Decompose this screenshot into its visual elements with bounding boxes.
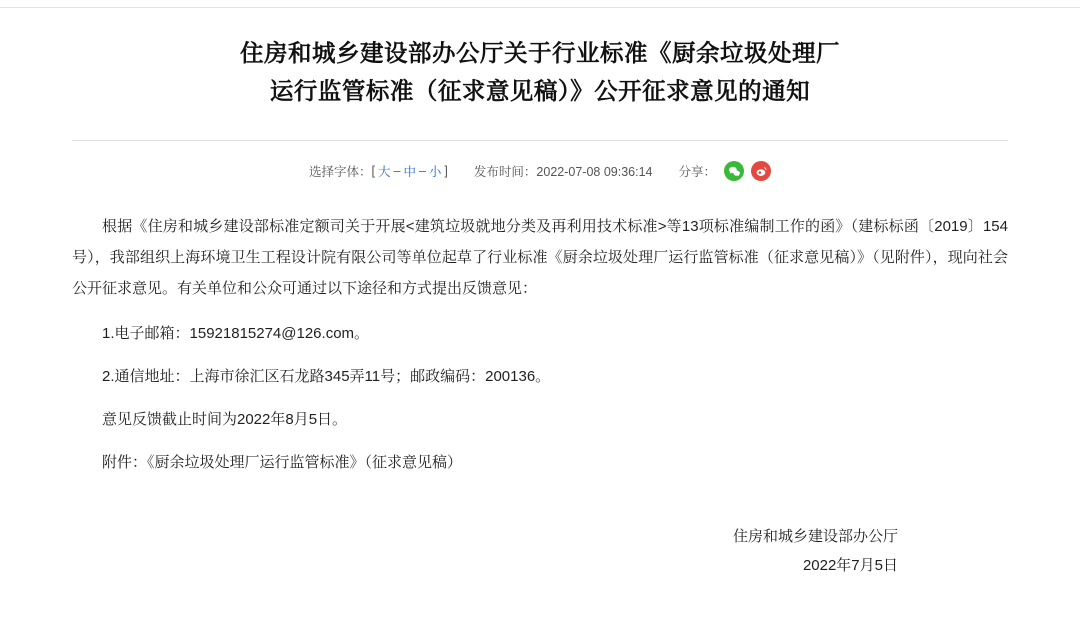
publish-time-label: 发布时间： (473, 165, 537, 179)
font-size-small[interactable]: 小 (428, 165, 442, 179)
paragraph-deadline: 意见反馈截止时间为2022年8月5日。 (102, 411, 348, 428)
publish-time-value: 2022-07-08 09:36:14 (536, 165, 653, 179)
bracket-open: [ (371, 164, 375, 178)
paragraph-email: 1.电子邮箱：15921815274@126.com。 (102, 325, 370, 342)
signature-block (72, 522, 1008, 580)
bracket-close: ] (444, 164, 448, 178)
signature-date: 2022年7月5日 (802, 557, 898, 574)
share-group (679, 161, 772, 181)
top-divider (0, 7, 1080, 8)
page-title-line-1: 住房和城乡建设部办公厅关于行业标准《厨余垃圾处理厂 (240, 40, 840, 66)
document-body (72, 181, 1008, 478)
meta-bar (72, 141, 1008, 181)
paragraph-address: 2.通信地址：上海市徐汇区石龙路345弄11号；邮政编码：200136。 (102, 368, 551, 385)
font-size-label: 选择字体： (308, 165, 372, 179)
page-title-line-2: 运行监管标准（征求意见稿）》公开征求意见的通知 (269, 78, 811, 104)
font-size-separator-1: – (393, 164, 401, 178)
font-size-medium[interactable]: 中 (403, 165, 416, 179)
page-title (72, 0, 1008, 110)
font-size-large[interactable]: 大 (377, 165, 391, 179)
wechat-icon[interactable] (724, 161, 744, 181)
font-size-separator-2: – (418, 164, 426, 178)
publish-time (474, 162, 653, 180)
share-label: 分享： (678, 165, 717, 179)
signature-organization: 住房和城乡建设部办公厅 (732, 528, 898, 545)
paragraph-attachment: 附件：《厨余垃圾处理厂运行监管标准》（征求意见稿） (102, 454, 463, 471)
font-size-picker[interactable] (309, 162, 448, 180)
paragraph-intro: 根据《住房和城乡建设部标准定额司关于开展<建筑垃圾就地分类及再利用技术标准>等13项标准编制工作的函》（建标标函〔2019〕154号），我部组织上海环境卫生工程设计院有限公司等单位起草了行业标准《厨余垃圾处理厂运行监管标准（征求意见稿）》（见附件），现向社会公开征求意见。有关单位和公众可通过以下途径和方式提出反馈意见： (72, 218, 1008, 297)
weibo-icon[interactable] (751, 161, 771, 181)
